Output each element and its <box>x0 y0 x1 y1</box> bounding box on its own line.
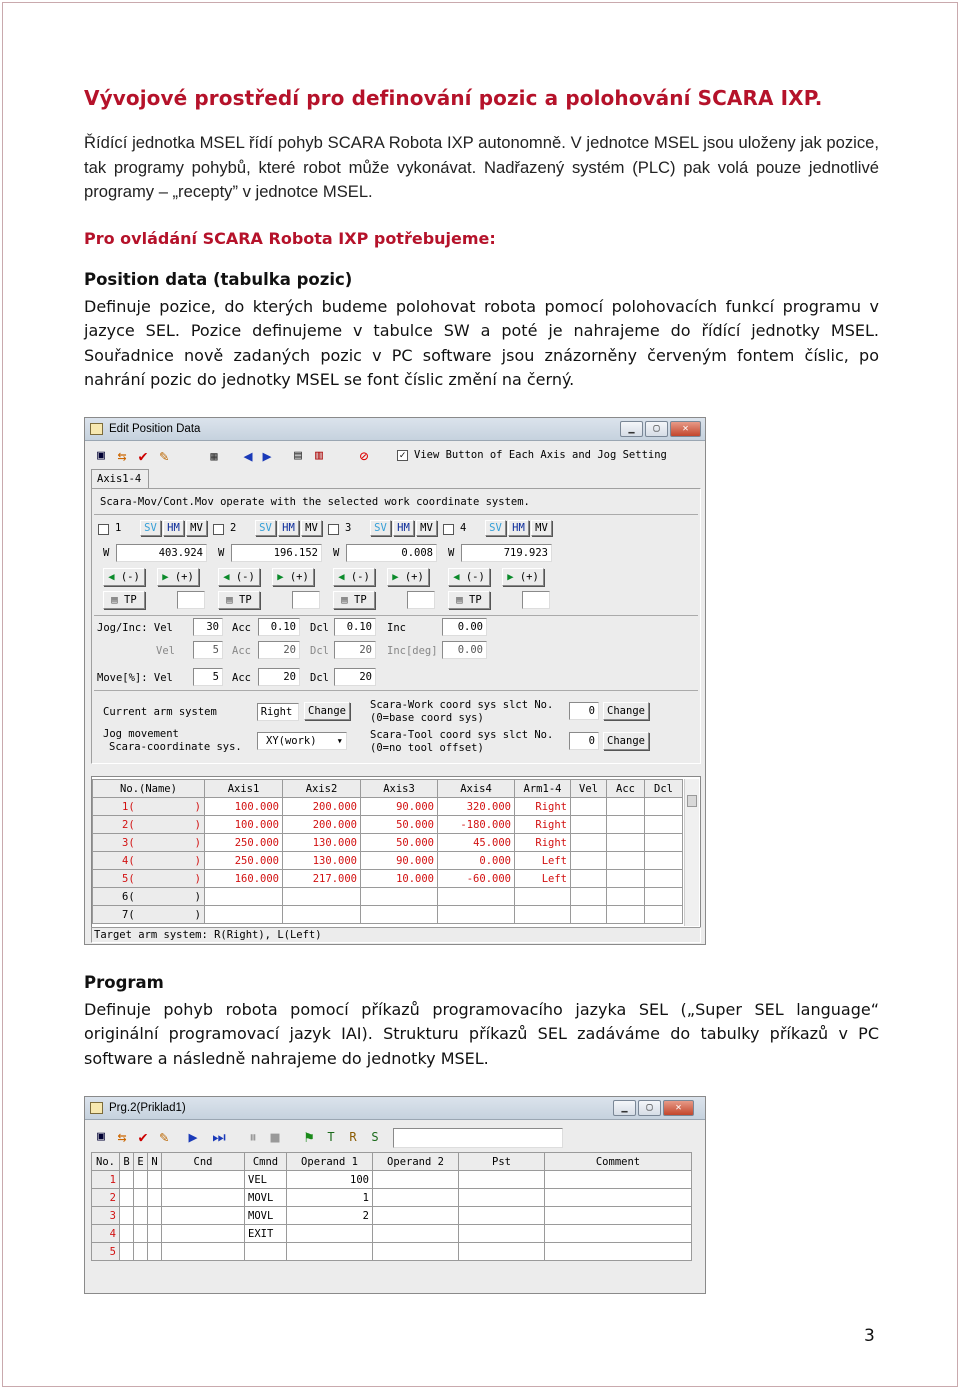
jog-dcl-field[interactable]: 0.10 <box>334 618 376 636</box>
acc-cell[interactable] <box>607 888 645 906</box>
table-row[interactable] <box>92 1207 692 1225</box>
table-header-row <box>93 780 683 798</box>
e-cell[interactable] <box>134 1225 148 1243</box>
axis2-checkbox[interactable] <box>213 524 224 535</box>
axis4-cell[interactable]: 45.000 <box>438 834 515 852</box>
column-header[interactable]: Acc <box>607 780 645 798</box>
axis3-sv-button[interactable]: SV <box>370 520 391 536</box>
table-row[interactable] <box>92 1189 692 1207</box>
axis1-cell[interactable]: 250.000 <box>205 834 283 852</box>
column-header[interactable]: Vel <box>571 780 607 798</box>
axis2-cell[interactable]: 217.000 <box>283 870 361 888</box>
axis3-position-field[interactable]: 0.008 <box>346 544 437 562</box>
jog-vel-field-2[interactable]: 5 <box>193 641 223 659</box>
divider <box>94 615 698 616</box>
operand1-cell[interactable]: 2 <box>287 1207 373 1225</box>
pst-cell[interactable] <box>459 1189 545 1207</box>
wizard-icon[interactable]: ✎ <box>159 1128 169 1146</box>
step-number[interactable]: 2 <box>92 1189 120 1207</box>
axis3-cell[interactable] <box>361 888 438 906</box>
run-icon[interactable]: ▶ <box>188 1128 198 1146</box>
table-row[interactable] <box>93 888 683 906</box>
axis2-cell[interactable] <box>283 888 361 906</box>
document-title: Vývojové prostředí pro definování pozic a polohování SCARA IXP. <box>84 86 823 110</box>
acc-cell[interactable] <box>607 852 645 870</box>
axis4-jog-plus-button[interactable]: ▶ (+) <box>502 568 544 586</box>
axis4-cell[interactable]: -180.000 <box>438 816 515 834</box>
maximize-button[interactable]: ▢ <box>645 421 668 437</box>
work-coord-sub: (0=base coord sys) <box>370 712 484 724</box>
operand2-cell[interactable] <box>373 1225 459 1243</box>
t-icon[interactable]: T <box>327 1130 335 1144</box>
axis1-checkbox[interactable] <box>98 524 109 535</box>
column-header[interactable]: Axis1 <box>205 780 283 798</box>
jog-inc-vel-label: Jog/Inc: Vel <box>97 622 173 634</box>
axis3-tp-button[interactable]: ▤ TP <box>333 591 375 609</box>
vertical-scrollbar[interactable] <box>684 779 699 926</box>
vel-cell[interactable] <box>571 852 607 870</box>
work-coord-label: Scara-Work coord sys slct No. <box>370 699 554 711</box>
move-acc-label: Acc <box>232 672 251 684</box>
axis1-position-field[interactable]: 403.924 <box>116 544 207 562</box>
axis4-cell[interactable] <box>438 888 515 906</box>
axis4-cell[interactable]: -60.000 <box>438 870 515 888</box>
column-header[interactable]: Operand 1 <box>287 1153 373 1171</box>
jog-acc-label: Acc <box>232 622 251 634</box>
column-header[interactable]: B <box>120 1153 134 1171</box>
vel-cell[interactable] <box>571 906 607 924</box>
current-arm-label: Current arm system <box>103 706 217 718</box>
jog-vel-label-2: Vel <box>156 645 175 657</box>
row-name-cell[interactable]: 4( ) <box>93 852 205 870</box>
dcl-cell[interactable] <box>645 888 683 906</box>
b-cell[interactable] <box>120 1189 134 1207</box>
n-cell[interactable] <box>148 1189 162 1207</box>
axis4-jog-minus-button[interactable]: ◀ (-) <box>448 568 490 586</box>
axis4-cell[interactable] <box>438 906 515 924</box>
move-acc-field[interactable]: 20 <box>258 668 300 686</box>
cmnd-cell[interactable]: MOVL <box>245 1207 287 1225</box>
comment-cell[interactable] <box>545 1225 692 1243</box>
program-table <box>91 1152 692 1261</box>
position-paragraph: Definuje pozice, do kterých budeme polohovat robota pomocí polohovacích funkcí programu v jazyce SEL. Pozice definujeme v tabulce SW a poté je nahrajeme do řídící jednotky MSEL. Souřadnice nově zadaných pozic v PC software jsou znázorněny červeným fontem číslic, po nahrání pozic do jednotky MSEL se font číslic změní na černý. <box>84 297 879 389</box>
transfer-icon[interactable]: ⇆ <box>117 447 127 465</box>
b-cell[interactable] <box>120 1225 134 1243</box>
axis4-cell[interactable]: 320.000 <box>438 798 515 816</box>
axis4-hm-button[interactable]: HM <box>508 520 529 536</box>
b-cell[interactable] <box>120 1171 134 1189</box>
axis3-checkbox[interactable] <box>328 524 339 535</box>
next-icon[interactable]: ▶ <box>262 447 272 465</box>
dcl-cell[interactable] <box>645 906 683 924</box>
dcl-cell[interactable] <box>645 834 683 852</box>
position-table <box>92 779 683 924</box>
axis3-tp-field[interactable] <box>407 591 435 609</box>
move-dcl-label: Dcl <box>310 672 329 684</box>
column-header[interactable]: No. <box>92 1153 120 1171</box>
axis3-mv-button[interactable]: MV <box>416 520 437 536</box>
table-row[interactable] <box>92 1225 692 1243</box>
check-icon[interactable]: ✔ <box>138 447 148 465</box>
e-cell[interactable] <box>134 1171 148 1189</box>
tab-axis1-4[interactable]: Axis1-4 <box>91 469 149 489</box>
comment-cell[interactable] <box>545 1171 692 1189</box>
comment-cell[interactable] <box>545 1189 692 1207</box>
acc-cell[interactable] <box>607 798 645 816</box>
axis4-w-label: W <box>448 547 455 559</box>
column-header[interactable]: Pst <box>459 1153 545 1171</box>
pst-cell[interactable] <box>459 1225 545 1243</box>
axis3-cell[interactable]: 50.000 <box>361 834 438 852</box>
n-cell[interactable] <box>148 1207 162 1225</box>
column-header[interactable]: Arm1-4 <box>515 780 571 798</box>
position-heading: Position data (tabulka pozic) <box>84 270 353 289</box>
dcl-cell[interactable] <box>645 852 683 870</box>
axis3-number: 3 <box>345 522 352 534</box>
scara-coordinate-label: Scara-coordinate sys. <box>109 741 242 753</box>
divider <box>94 514 698 515</box>
jog-acc-label-2: Acc <box>232 645 251 657</box>
delete-row-icon[interactable]: ▥ <box>315 448 323 463</box>
column-header[interactable]: E <box>134 1153 148 1171</box>
column-header[interactable]: Axis3 <box>361 780 438 798</box>
s-icon[interactable]: S <box>371 1130 379 1144</box>
n-cell[interactable] <box>148 1243 162 1261</box>
inc-field[interactable]: 0.00 <box>442 618 487 636</box>
axis2-cell[interactable]: 200.000 <box>283 816 361 834</box>
jog-movement-label: Jog movement <box>103 728 179 740</box>
window-title: Edit Position Data <box>109 423 201 435</box>
jog-acc-field[interactable]: 0.10 <box>258 618 300 636</box>
axis1-w-label: W <box>103 547 110 559</box>
axis2-cell[interactable] <box>283 906 361 924</box>
jog-vel-field[interactable]: 30 <box>193 618 223 636</box>
program-heading: Program <box>84 973 164 992</box>
maximize-button[interactable]: ▢ <box>638 1100 661 1116</box>
axis4-tp-field[interactable] <box>522 591 550 609</box>
table-row[interactable] <box>93 852 683 870</box>
check-icon[interactable]: ✔ <box>138 1128 148 1146</box>
axis3-cell[interactable]: 90.000 <box>361 852 438 870</box>
axis1-jog-plus-button[interactable]: ▶ (+) <box>157 568 199 586</box>
inc-label: Inc <box>387 622 406 634</box>
operand2-cell[interactable] <box>373 1189 459 1207</box>
axis2-sv-button[interactable]: SV <box>255 520 276 536</box>
table-row[interactable] <box>93 906 683 924</box>
prev-icon[interactable]: ◀ <box>243 447 253 465</box>
save-icon[interactable]: ▣ <box>97 1129 105 1144</box>
n-cell[interactable] <box>148 1225 162 1243</box>
acc-cell[interactable] <box>607 906 645 924</box>
column-header[interactable]: Axis4 <box>438 780 515 798</box>
dcl-cell[interactable] <box>645 816 683 834</box>
column-header[interactable]: Axis2 <box>283 780 361 798</box>
operand1-cell[interactable] <box>287 1225 373 1243</box>
table-icon[interactable]: ▤ <box>294 448 302 463</box>
column-header[interactable]: N <box>148 1153 162 1171</box>
tool-coord-change-button[interactable]: Change <box>603 732 649 750</box>
operand1-cell[interactable] <box>287 1243 373 1261</box>
work-coord-field[interactable]: 0 <box>569 702 599 720</box>
axis2-number: 2 <box>230 522 237 534</box>
vel-cell[interactable] <box>571 870 607 888</box>
row-name-cell[interactable]: 2( ) <box>93 816 205 834</box>
cnd-cell[interactable] <box>162 1189 245 1207</box>
cnd-cell[interactable] <box>162 1207 245 1225</box>
title-bar <box>85 1097 705 1120</box>
row-name-cell[interactable]: 1( ) <box>93 798 205 816</box>
close-button[interactable]: ✕ <box>670 421 701 437</box>
current-arm-field: Right <box>257 703 299 721</box>
table-row[interactable] <box>93 870 683 888</box>
arm-cell[interactable] <box>515 906 571 924</box>
operand2-cell[interactable] <box>373 1243 459 1261</box>
row-name-cell[interactable]: 6( ) <box>93 888 205 906</box>
axis4-sv-button[interactable]: SV <box>485 520 506 536</box>
axis3-jog-plus-button[interactable]: ▶ (+) <box>387 568 429 586</box>
table-row[interactable] <box>92 1243 692 1261</box>
axis4-position-field[interactable]: 719.923 <box>461 544 552 562</box>
move-dcl-field[interactable]: 20 <box>334 668 376 686</box>
axis1-cell[interactable] <box>205 906 283 924</box>
column-header[interactable]: Cnd <box>162 1153 245 1171</box>
jog-dcl-label-2: Dcl <box>310 645 329 657</box>
acc-cell[interactable] <box>607 870 645 888</box>
transfer-icon[interactable]: ⇆ <box>117 1128 127 1146</box>
step-number[interactable]: 5 <box>92 1243 120 1261</box>
status-bar: Target arm system: R(Right), L(Left) <box>91 927 701 943</box>
axis2-tp-button[interactable]: ▤ TP <box>218 591 260 609</box>
view-button-checkbox[interactable]: ✓ <box>397 450 408 461</box>
operand2-cell[interactable] <box>373 1171 459 1189</box>
axis1-number: 1 <box>115 522 122 534</box>
dcl-cell[interactable] <box>645 870 683 888</box>
axis1-hm-button[interactable]: HM <box>163 520 184 536</box>
pst-cell[interactable] <box>459 1243 545 1261</box>
tool-coord-label: Scara-Tool coord sys slct No. <box>370 729 554 741</box>
save-icon[interactable]: ▣ <box>97 448 105 463</box>
jog-dcl-label: Dcl <box>310 622 329 634</box>
axis2-tp-field[interactable] <box>292 591 320 609</box>
axis2-cell[interactable]: 200.000 <box>283 798 361 816</box>
acc-cell[interactable] <box>607 834 645 852</box>
command-input[interactable] <box>393 1128 563 1148</box>
table-row[interactable] <box>93 798 683 816</box>
axis3-cell[interactable]: 90.000 <box>361 798 438 816</box>
table-header-row <box>92 1153 692 1171</box>
axis2-hm-button[interactable]: HM <box>278 520 299 536</box>
axis2-cell[interactable]: 130.000 <box>283 852 361 870</box>
operand2-cell[interactable] <box>373 1207 459 1225</box>
vel-cell[interactable] <box>571 834 607 852</box>
axis2-jog-plus-button[interactable]: ▶ (+) <box>272 568 314 586</box>
chart-icon[interactable]: ▦ <box>210 449 218 463</box>
mode-text: Scara-Mov/Cont.Mov operate with the selected work coordinate system. <box>100 496 530 508</box>
intro-paragraph: Řídící jednotka MSEL řídí pohyb SCARA Robota IXP autonomně. V jednotce MSEL jsou uloženy jak pozice, tak programy pohybů, které robot může vykonávat. Nadřazený systém (PLC) pak volá pouze jednotlivé programy – „recepty” v jednotce MSEL. <box>84 133 879 201</box>
column-header[interactable]: Dcl <box>645 780 683 798</box>
edit-position-data-window <box>84 417 706 945</box>
pst-cell[interactable] <box>459 1207 545 1225</box>
window-title: Prg.2(Priklad1) <box>109 1102 186 1114</box>
axis3-jog-minus-button[interactable]: ◀ (-) <box>333 568 375 586</box>
row-name-cell[interactable]: 3( ) <box>93 834 205 852</box>
e-cell[interactable] <box>134 1243 148 1261</box>
axis2-position-field[interactable]: 196.152 <box>231 544 322 562</box>
work-coord-change-button[interactable]: Change <box>603 702 649 720</box>
axis1-cell[interactable]: 250.000 <box>205 852 283 870</box>
axis3-cell[interactable]: 10.000 <box>361 870 438 888</box>
arm-cell[interactable]: Right <box>515 816 571 834</box>
axis4-mv-button[interactable]: MV <box>531 520 552 536</box>
axis4-tp-button[interactable]: ▤ TP <box>448 591 490 609</box>
step-icon[interactable]: ⏭ <box>212 1128 226 1146</box>
axis2-jog-minus-button[interactable]: ◀ (-) <box>218 568 260 586</box>
row-name-cell[interactable]: 7( ) <box>93 906 205 924</box>
acc-cell[interactable] <box>607 816 645 834</box>
axis3-cell[interactable]: 50.000 <box>361 816 438 834</box>
jog-dcl-field-2[interactable]: 20 <box>334 641 376 659</box>
arm-cell[interactable] <box>515 888 571 906</box>
axis1-tp-button[interactable]: ▤ TP <box>103 591 145 609</box>
table-row[interactable] <box>93 816 683 834</box>
r-icon[interactable]: R <box>349 1130 357 1144</box>
stop-icon[interactable]: ⊘ <box>359 447 369 465</box>
program-window <box>84 1096 706 1294</box>
divider <box>94 690 698 691</box>
axis1-sv-button[interactable]: SV <box>140 520 161 536</box>
axis4-cell[interactable]: 0.000 <box>438 852 515 870</box>
axis1-cell[interactable]: 100.000 <box>205 816 283 834</box>
axis3-w-label: W <box>333 547 340 559</box>
vel-cell[interactable] <box>571 798 607 816</box>
close-button[interactable]: ✕ <box>663 1100 694 1116</box>
comment-cell[interactable] <box>545 1243 692 1261</box>
stop-icon[interactable]: ■ <box>270 1128 280 1146</box>
axis1-cell[interactable] <box>205 888 283 906</box>
axis2-cell[interactable]: 130.000 <box>283 834 361 852</box>
vel-cell[interactable] <box>571 816 607 834</box>
scrollbar-thumb[interactable] <box>687 795 697 807</box>
table-row[interactable] <box>93 834 683 852</box>
axis2-mv-button[interactable]: MV <box>301 520 322 536</box>
vel-cell[interactable] <box>571 888 607 906</box>
axis3-cell[interactable] <box>361 906 438 924</box>
n-cell[interactable] <box>148 1171 162 1189</box>
cnd-cell[interactable] <box>162 1171 245 1189</box>
window-icon <box>90 423 103 435</box>
tool-coord-sub: (0=no tool offset) <box>370 742 484 754</box>
minimize-button[interactable]: ▁ <box>620 421 643 437</box>
program-paragraph: Definuje pohyb robota pomocí příkazů programovacího jazyka SEL („Super SEL language“ originální programovací jazyk IAI). Strukturu příkazů SEL zadáváme do tabulky příkazů v PC software a následně nahrajeme do jednotky MSEL. <box>84 1000 879 1068</box>
b-cell[interactable] <box>120 1243 134 1261</box>
axis4-checkbox[interactable] <box>443 524 454 535</box>
chevron-down-icon[interactable]: ▾ <box>336 735 343 747</box>
column-header[interactable]: No.(Name) <box>93 780 205 798</box>
arm-cell[interactable]: Left <box>515 870 571 888</box>
axis4-number: 4 <box>460 522 467 534</box>
wizard-icon[interactable]: ✎ <box>159 447 169 465</box>
cnd-cell[interactable] <box>162 1225 245 1243</box>
jog-acc-field-2[interactable]: 20 <box>258 641 300 659</box>
b-cell[interactable] <box>120 1207 134 1225</box>
column-header[interactable]: Comment <box>545 1153 692 1171</box>
axis1-mv-button[interactable]: MV <box>186 520 207 536</box>
row-name-cell[interactable]: 5( ) <box>93 870 205 888</box>
column-header[interactable]: Operand 2 <box>373 1153 459 1171</box>
subtitle: Pro ovládání SCARA Robota IXP potřebujeme: <box>84 229 496 248</box>
tool-coord-field[interactable]: 0 <box>569 732 599 750</box>
axis1-cell[interactable]: 100.000 <box>205 798 283 816</box>
title-bar <box>85 418 705 441</box>
comment-cell[interactable] <box>545 1207 692 1225</box>
arm-cell[interactable]: Right <box>515 834 571 852</box>
axis1-tp-field[interactable] <box>177 591 205 609</box>
axis2-w-label: W <box>218 547 225 559</box>
pause-icon[interactable]: ⏸ <box>249 1128 257 1146</box>
table-row[interactable] <box>92 1171 692 1189</box>
arm-cell[interactable]: Right <box>515 798 571 816</box>
axis1-cell[interactable]: 160.000 <box>205 870 283 888</box>
window-icon <box>90 1102 103 1114</box>
operand1-cell[interactable]: 100 <box>287 1171 373 1189</box>
cmnd-cell[interactable]: MOVL <box>245 1189 287 1207</box>
cmnd-cell[interactable]: VEL <box>245 1171 287 1189</box>
axis1-jog-minus-button[interactable]: ◀ (-) <box>103 568 145 586</box>
dcl-cell[interactable] <box>645 798 683 816</box>
inc-deg-field[interactable]: 0.00 <box>442 641 487 659</box>
minimize-button[interactable]: ▁ <box>613 1100 636 1116</box>
move-vel-field[interactable]: 5 <box>193 668 223 686</box>
step-number[interactable]: 4 <box>92 1225 120 1243</box>
cnd-cell[interactable] <box>162 1243 245 1261</box>
column-header[interactable]: Cmnd <box>245 1153 287 1171</box>
move-vel-label: Move[%]: Vel <box>97 672 173 684</box>
step-number[interactable]: 1 <box>92 1171 120 1189</box>
step-number[interactable]: 3 <box>92 1207 120 1225</box>
flag-icon[interactable]: ⚑ <box>304 1128 314 1146</box>
view-button-label: View Button of Each Axis and Jog Setting <box>414 449 667 461</box>
cmnd-cell[interactable] <box>245 1243 287 1261</box>
cmnd-cell[interactable]: EXIT <box>245 1225 287 1243</box>
arm-cell[interactable]: Left <box>515 852 571 870</box>
e-cell[interactable] <box>134 1189 148 1207</box>
axis3-hm-button[interactable]: HM <box>393 520 414 536</box>
jog-coordinate-select[interactable]: XY(work) ▾ <box>257 732 347 750</box>
pst-cell[interactable] <box>459 1171 545 1189</box>
page-number: 3 <box>864 1326 875 1346</box>
e-cell[interactable] <box>134 1207 148 1225</box>
inc-deg-label: Inc[deg] <box>387 645 438 657</box>
arm-change-button[interactable]: Change <box>304 702 350 720</box>
operand1-cell[interactable]: 1 <box>287 1189 373 1207</box>
